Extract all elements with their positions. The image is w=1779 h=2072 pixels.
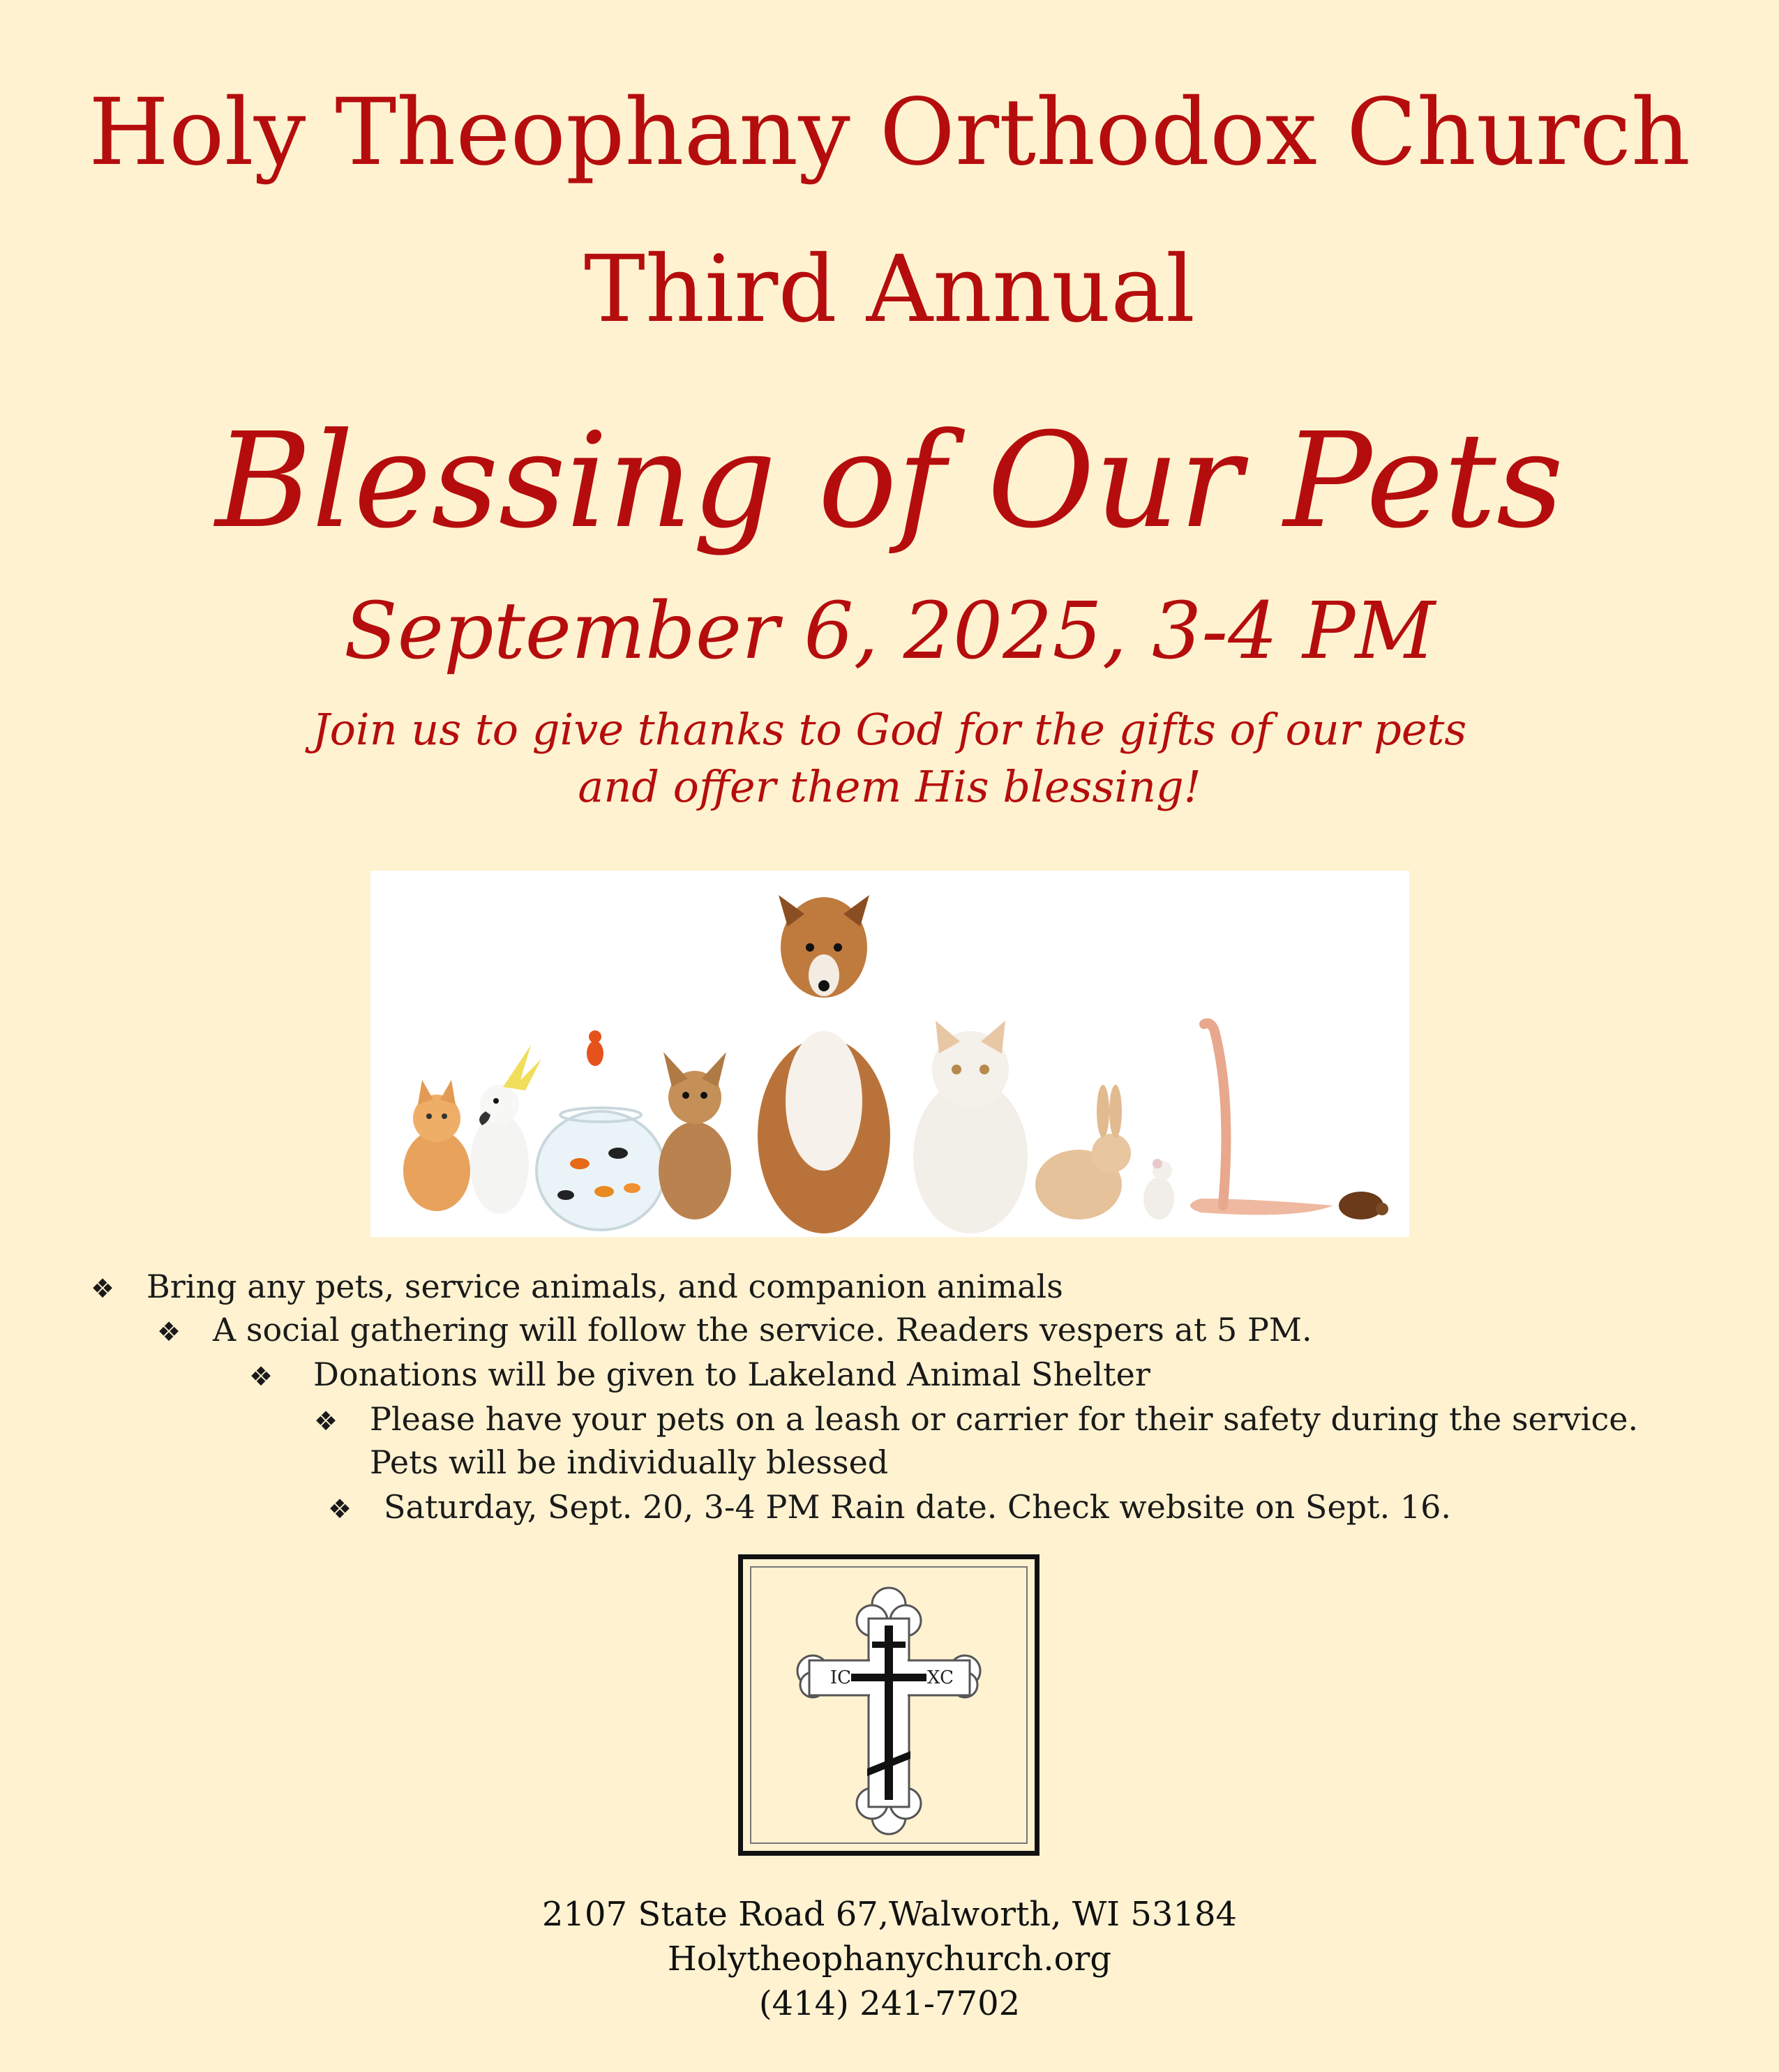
bullet-mark-icon: ❖: [314, 1406, 338, 1436]
bullet-mark-icon: ❖: [328, 1494, 352, 1524]
church-logo: [738, 1554, 1039, 1856]
orthodox-cross-icon: [743, 1559, 1035, 1851]
event-title: Blessing of Our Pets: [215, 405, 1564, 557]
logo-left-letters: IC: [830, 1667, 852, 1688]
tagline: [0, 701, 1779, 816]
bullet-item: [314, 1397, 1638, 1443]
website-link[interactable]: Holytheophanychurch.org: [667, 1939, 1112, 1979]
white-cat-icon: [913, 1021, 1028, 1233]
chihuahua-icon: [659, 1052, 731, 1219]
church-name: Holy Theophany Orthodox Church: [88, 79, 1690, 186]
bullet-text: Please have your pets on a leash or carrier for their safety during the service.: [370, 1400, 1639, 1438]
pets-photo: [370, 871, 1409, 1237]
bullet-continuation: Pets will be individually blessed: [370, 1443, 889, 1481]
bullet-text: Donations will be given to Lakeland Animal Shelter: [313, 1356, 1150, 1393]
bullet-mark-icon: ❖: [157, 1316, 181, 1347]
bullet-mark-icon: ❖: [249, 1361, 273, 1392]
event-date: September 6, 2025, 3-4 PM: [343, 586, 1435, 677]
turtle-icon: [1339, 1192, 1388, 1219]
bullet-item: [91, 1264, 1063, 1311]
tagline-line-1: Join us to give thanks to God for the gifts of our pets: [312, 704, 1467, 755]
mouse-icon: [1143, 1159, 1174, 1219]
bullet-item: [328, 1485, 1451, 1531]
fishbowl-icon: [536, 1030, 665, 1230]
kitten-icon: [403, 1080, 470, 1211]
edition-label: Third Annual: [583, 236, 1196, 343]
bullet-text: Bring any pets, service animals, and companion animals: [147, 1268, 1063, 1305]
snake-icon: [1190, 1023, 1333, 1215]
bullet-item: [249, 1352, 1150, 1399]
phone-number: (414) 241-7702: [758, 1984, 1021, 2023]
sheltie-dog-icon: [758, 895, 890, 1233]
rabbit-icon: [1035, 1085, 1131, 1219]
bullet-mark-icon: ❖: [91, 1273, 115, 1304]
bullet-text: Saturday, Sept. 20, 3-4 PM Rain date. Check website on Sept. 16.: [384, 1488, 1451, 1526]
tagline-line-2: and offer them His blessing!: [578, 761, 1201, 812]
pets-illustration: [370, 871, 1409, 1237]
address: 2107 State Road 67,Walworth, WI 53184: [541, 1895, 1238, 1934]
cockatoo-icon: [470, 1045, 541, 1214]
bullet-text: A social gathering will follow the service. Readers vespers at 5 PM.: [213, 1311, 1312, 1349]
logo-right-letters: XC: [927, 1667, 954, 1688]
bullet-item: [157, 1307, 1312, 1354]
